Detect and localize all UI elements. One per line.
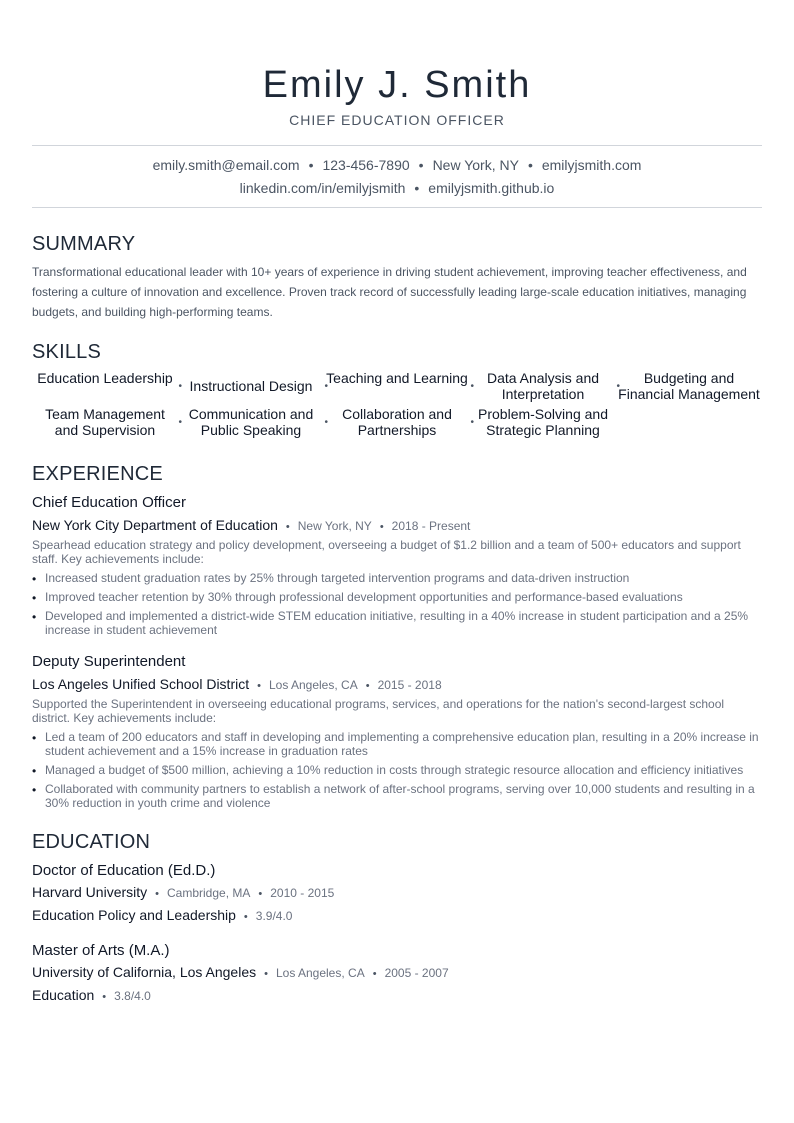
contact-location: New York, NY — [432, 157, 519, 173]
contact-line-1 — [32, 154, 762, 177]
summary-section — [32, 232, 762, 322]
contact-info — [32, 146, 762, 207]
separator-dot: • — [308, 157, 314, 173]
skill-label: Communication and Public Speaking — [188, 406, 314, 438]
education-dates: 2005 - 2007 — [384, 966, 449, 980]
job-organization: New York City Department of Education — [32, 517, 278, 533]
job-entry — [32, 494, 762, 637]
separator-dot: • — [155, 888, 159, 900]
education-location: Cambridge, MA — [167, 886, 251, 900]
achievement-item: • Improved teacher retention by 30% through professional development opportunities and performance-based evaluations — [32, 590, 762, 604]
experience-section — [32, 462, 762, 810]
skill-item — [178, 370, 328, 406]
skill-label: Education Leadership — [37, 370, 173, 386]
separator-dot: • — [365, 680, 370, 692]
skill-label: Team Management and Supervision — [45, 406, 165, 438]
education-field-line — [32, 906, 762, 926]
job-dates: 2015 - 2018 — [377, 678, 442, 692]
job-dates: 2018 - Present — [391, 519, 471, 533]
education-location: Los Angeles, CA — [275, 966, 365, 980]
skill-item — [32, 370, 182, 406]
achievement-item: • Managed a budget of $500 million, achieving a 10% reduction in costs through strategic resource allocation and efficiency initiatives — [32, 763, 762, 777]
separator-dot: • — [470, 417, 474, 428]
education-field-line — [32, 986, 762, 1006]
education-entry — [32, 942, 762, 1006]
skill-label: Instructional Design — [189, 378, 313, 394]
separator-dot: • — [243, 911, 248, 923]
contact-linkedin[interactable]: linkedin.com/in/emilyjsmith — [239, 180, 406, 196]
skill-label: Teaching and Learning — [326, 370, 468, 386]
skills-heading: SKILLS — [32, 341, 102, 363]
separator-dot: • — [379, 521, 384, 533]
resume-header — [32, 0, 762, 128]
job-meta — [32, 516, 762, 536]
contact-email[interactable]: emily.smith@email.com — [152, 157, 300, 173]
education-section — [32, 830, 762, 1006]
job-location: New York, NY — [297, 519, 372, 533]
separator-dot: • — [178, 381, 182, 392]
job-achievements — [32, 730, 762, 810]
education-gpa: 3.8/4.0 — [114, 989, 151, 1003]
separator-dot: • — [527, 157, 533, 173]
separator-dot: • — [324, 417, 328, 428]
skill-label: Data Analysis and Interpretation — [486, 370, 600, 402]
candidate-name: Emily J. Smith — [262, 64, 532, 106]
job-entry — [32, 653, 762, 810]
education-gpa: 3.9/4.0 — [255, 909, 293, 923]
candidate-title: CHIEF EDUCATION OFFICER — [289, 112, 505, 128]
education-heading: EDUCATION — [32, 831, 151, 853]
separator-dot: • — [616, 381, 620, 392]
skill-label: Budgeting and Financial Management — [618, 370, 760, 402]
separator-dot: • — [324, 381, 328, 392]
job-description: Supported the Superintendent in overseeing educational programs, services, and operations for the nation's second-largest school district. Key achievements include: — [32, 697, 725, 725]
separator-dot: • — [418, 157, 424, 173]
skill-item — [324, 406, 474, 442]
job-organization: Los Angeles Unified School District — [32, 676, 250, 692]
job-title: Deputy Superintendent — [32, 653, 186, 670]
education-field: Education Policy and Leadership — [32, 907, 236, 923]
skill-item — [470, 406, 616, 442]
skills-section — [32, 340, 762, 442]
separator-dot: • — [102, 991, 107, 1003]
education-field: Education — [32, 987, 95, 1003]
job-achievements — [32, 571, 762, 637]
education-school: University of California, Los Angeles — [32, 964, 257, 980]
separator-dot: • — [372, 968, 377, 980]
skill-item — [32, 406, 182, 442]
skill-item — [470, 370, 620, 406]
skill-item — [324, 370, 474, 406]
contact-line-2 — [32, 177, 762, 200]
contact-website[interactable]: emilyjsmith.com — [541, 157, 642, 173]
contact-phone[interactable]: 123-456-7890 — [322, 157, 410, 173]
job-description: Spearhead education strategy and policy development, overseeing a budget of $1.2 billion and a team of 500+ educators and support staff. Key achievements include: — [32, 538, 741, 566]
skill-label: Collaboration and Partnerships — [342, 406, 452, 438]
experience-heading: EXPERIENCE — [32, 463, 163, 485]
skills-grid — [32, 370, 762, 442]
education-dates: 2010 - 2015 — [270, 886, 335, 900]
achievement-item: • Collaborated with community partners to establish a network of after-school programs, serving over 10,000 students and resulting in a 30% reduction in youth crime and violence — [32, 782, 762, 810]
skill-item — [616, 370, 762, 406]
achievement-item: • Developed and implemented a district-wide STEM education initiative, resulting in a 40% increase in student participation and a 25% increase in student achievement — [32, 609, 762, 637]
contact-github[interactable]: emilyjsmith.github.io — [428, 180, 555, 196]
skill-item — [178, 406, 328, 442]
job-location: Los Angeles, CA — [268, 678, 358, 692]
education-school-line — [32, 883, 762, 903]
separator-dot: • — [264, 968, 268, 980]
header-divider-bottom — [32, 207, 762, 208]
separator-dot: • — [257, 680, 261, 692]
achievement-item: • Increased student graduation rates by 25% through targeted intervention programs and data-driven instruction — [32, 571, 762, 585]
job-meta — [32, 675, 762, 695]
achievement-item: • Led a team of 200 educators and staff in developing and implementing a comprehensive education plan, resulting in a 20% increase in student achievement and a 15% increase in graduation rates — [32, 730, 762, 758]
skill-label: Problem-Solving and Strategic Planning — [478, 406, 608, 438]
job-title: Chief Education Officer — [32, 494, 186, 511]
summary-text: Transformational educational leader with 10+ years of experience in driving student achievement, improving teacher effectiveness, and fostering a culture of innovation and excellence. Proven track record of successfully leading large-scale education initiatives, managing budgets, and building high-performing teams. — [32, 265, 747, 319]
education-entry — [32, 862, 762, 926]
separator-dot: • — [470, 381, 474, 392]
separator-dot: • — [178, 417, 182, 428]
separator-dot: • — [285, 521, 290, 533]
summary-heading: SUMMARY — [32, 233, 136, 255]
separator-dot: • — [258, 888, 263, 900]
education-degree: Doctor of Education (Ed.D.) — [32, 862, 216, 879]
education-school-line — [32, 963, 762, 983]
education-degree: Master of Arts (M.A.) — [32, 942, 170, 959]
separator-dot: • — [414, 180, 420, 196]
education-school: Harvard University — [32, 884, 148, 900]
